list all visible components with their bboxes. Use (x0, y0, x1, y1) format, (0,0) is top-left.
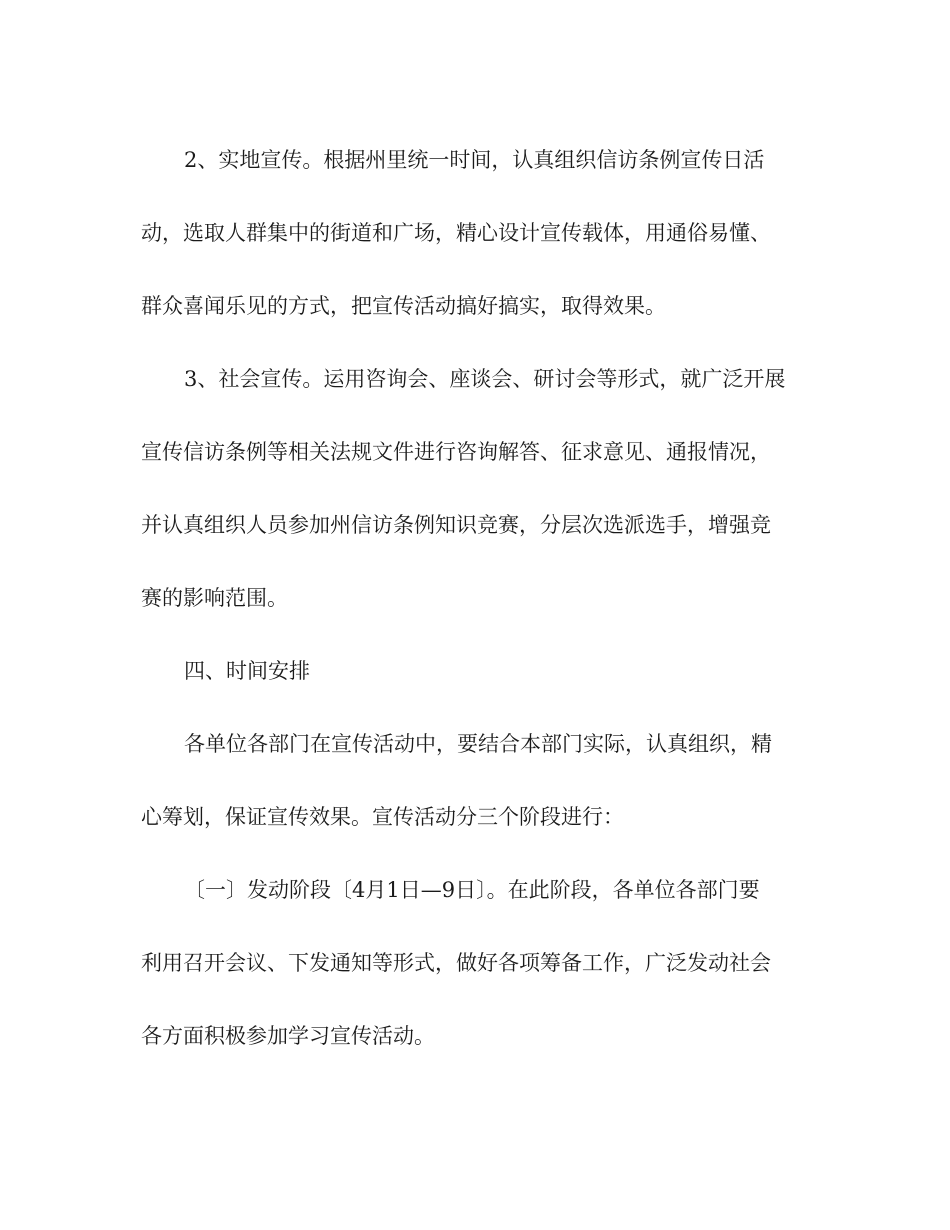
paragraph-line: 群众喜闻乐见的方式，把宣传活动搞好搞实，取得效果。 (141, 294, 666, 318)
paragraph-line: 赛的影响范围。 (141, 586, 288, 610)
paragraph-line: 宣传信访条例等相关法规文件进行咨询解答、征求意见、通报情况， (141, 440, 771, 464)
paragraph-line: 利用召开会议、下发通知等形式，做好各项筹备工作，广泛发动社会 (141, 951, 771, 975)
document-body (141, 139, 811, 1088)
paragraph-line: 〔一〕发动阶段〔4月1日—9日〕。在此阶段，各单位各部门要 (184, 878, 760, 902)
paragraph-line: 并认真组织人员参加州信访条例知识竞赛，分层次选派选手，增强竞 (141, 513, 771, 537)
paragraph-line: 动，选取人群集中的街道和广场，精心设计宣传载体，用通俗易懂、 (141, 221, 771, 245)
paragraph-line: 各方面积极参加学习宣传活动。 (141, 1024, 435, 1048)
section-heading: 四、时间安排 (184, 659, 310, 683)
paragraph-line: 心筹划，保证宣传效果。宣传活动分三个阶段进行： (141, 805, 624, 829)
paragraph-line: 2、实地宣传。根据州里统一时间，认真组织信访条例宣传日活 (184, 148, 765, 172)
paragraph-line: 3、社会宣传。运用咨询会、座谈会、研讨会等形式，就广泛开展 (184, 367, 786, 391)
paragraph-line: 各单位各部门在宣传活动中，要结合本部门实际，认真组织，精 (184, 732, 772, 756)
